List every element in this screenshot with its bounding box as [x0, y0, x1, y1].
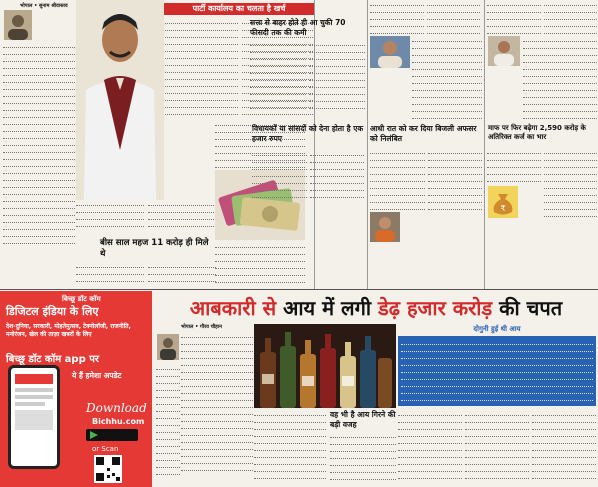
section-divider: [0, 289, 598, 290]
phone-mockup: [8, 365, 60, 469]
bichhu-advertisement[interactable]: [0, 291, 152, 487]
headline-loan-burden: माफ पर फिर बढ़ेगा 2,590 करोड़ के अतिरिक्त कर्ज का भार: [488, 124, 586, 141]
person-icon: [4, 10, 32, 40]
article-column-bottom-c: [330, 432, 396, 484]
liquor-bottles-photo: [254, 324, 396, 408]
ad-brand: बिच्छू डॉट कॉम: [62, 295, 101, 303]
ad-app-line: बिच्छू डॉट कॉम app पर: [6, 354, 99, 365]
qr-code-icon: [94, 455, 122, 483]
ad-download: Download: [86, 401, 147, 415]
article-column-bottom-b: [254, 410, 326, 484]
ad-services: देश-दुनिया, सरकारी, मोहतेमुत्सव, टेक्नोलॉजी, राजनीति, मनोरंजन, खेल की ताज़ा खबरों के लिए: [6, 323, 131, 338]
subheadline-income-doubled: दोगुनी हुई थी आय: [473, 325, 521, 333]
headline-mla-thousand: विधायकों या सांसदों को देना होता है एक हजार रुपए: [252, 124, 364, 143]
article-column-far-right-b: [523, 36, 597, 122]
byline-bottom: भोपाल • गौरव चौहान: [181, 324, 222, 330]
play-store-button[interactable]: [86, 429, 138, 441]
article-column-mid-lower: [215, 242, 305, 288]
article-column-mla: [252, 150, 364, 208]
person-illustration: [76, 0, 164, 200]
headline-twenty-years: बीस साल महज 11 करोड़ ही मिले थे: [100, 238, 209, 259]
column-rule: [484, 0, 485, 290]
article-column-bottom-a: [181, 332, 253, 482]
article-column-left: [3, 42, 75, 252]
ad-or-scan: or Scan: [92, 445, 119, 453]
author-photo: [4, 10, 32, 40]
article-column-power: [250, 40, 365, 120]
ad-title: डिजिटल इंडिया के लिए: [6, 305, 99, 318]
headline-midnight-suspension: आधी रात को कर दिया बिजली अफसर को निलंबित: [370, 124, 477, 143]
byline-top-left: भोपाल • सुनाम श्रीवास्तव: [20, 3, 68, 9]
article-column-bottom-left: [156, 364, 180, 484]
headline-income-fall-reason: वह भी है आय गिरने की बड़ी वजह: [330, 410, 396, 429]
svg-text:₹: ₹: [500, 204, 506, 213]
ad-domain: Bichhu.com: [92, 417, 145, 426]
highlight-box-income: [398, 336, 596, 406]
article-column-lower: [76, 200, 216, 236]
person-icon: [157, 334, 179, 360]
ad-app-sub: ये हैं हमेशा अपडेट: [72, 371, 122, 380]
play-store-icon: [89, 430, 99, 440]
main-headline-excise: आबकारी से आय में लगी डेढ़ हजार करोड़ की चपत: [189, 295, 563, 320]
headline-tag-party-office: पार्टी कार्यालय का चलता है खर्च: [164, 3, 314, 15]
bottles-illustration: [254, 324, 396, 408]
qr-code[interactable]: [94, 455, 122, 483]
column-rule: [367, 0, 368, 290]
headline-seventy-percent: सत्ता से बाहर होते ही आ चुकी 70 फीसदी तक की कमी: [250, 18, 346, 37]
bottom-author-photo: [157, 334, 179, 360]
leader-photo: [76, 0, 164, 200]
article-column-bottom-d: [398, 410, 596, 484]
article-column-loan: [487, 148, 597, 290]
article-column-electricity: [370, 148, 482, 290]
article-column-right-b: [412, 36, 482, 122]
article-column-caption: [76, 262, 216, 288]
